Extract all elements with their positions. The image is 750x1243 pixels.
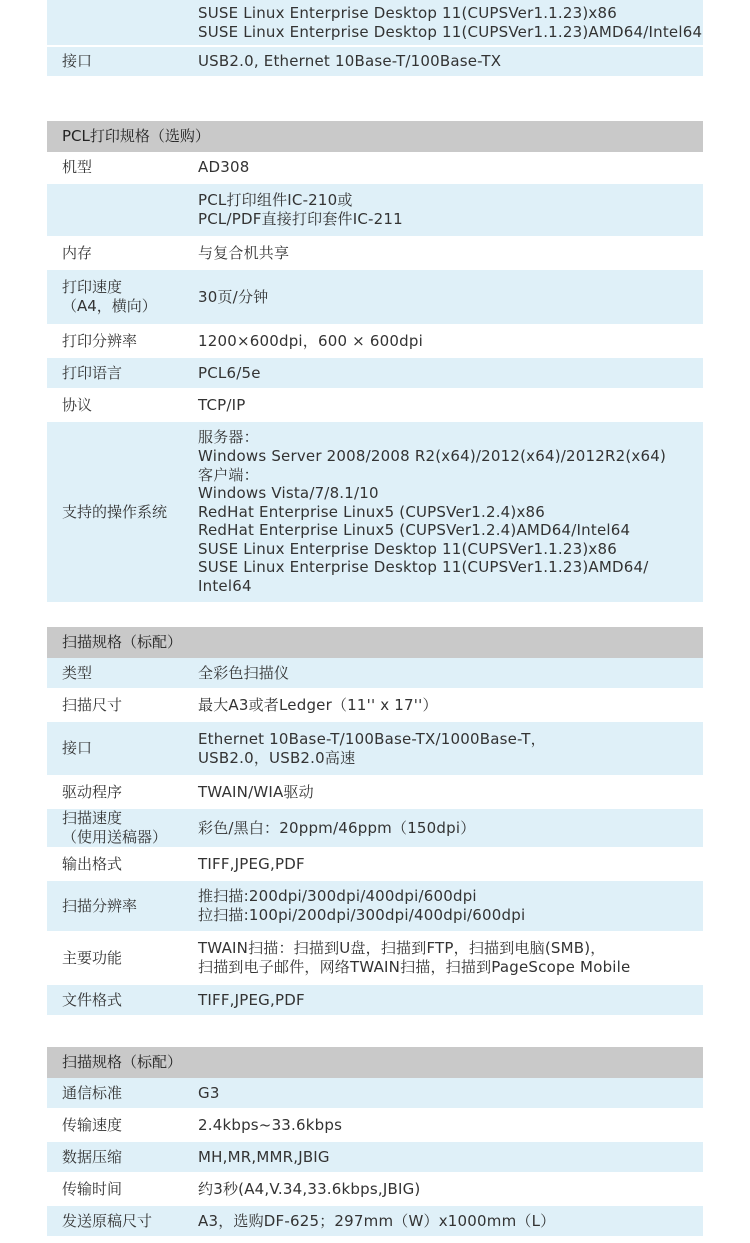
- spec-label-line: 输出格式: [62, 854, 123, 873]
- spec-row: [47, 881, 703, 933]
- spec-row: [47, 777, 703, 809]
- spec-label-line: 打印分辨率: [62, 331, 138, 350]
- spec-value-line: TIFF,JPEG,PDF: [198, 990, 305, 1009]
- spec-label: [62, 1110, 192, 1140]
- spec-row: [47, 933, 703, 985]
- spec-row: [47, 809, 703, 849]
- spec-label-line: 扫描分辨率: [62, 896, 138, 915]
- spec-value-line: Intel64: [198, 577, 252, 596]
- spec-row: [47, 1206, 703, 1238]
- spec-value-line: PCL/PDF直接打印套件IC-211: [198, 210, 403, 228]
- spec-label: [62, 326, 192, 356]
- spec-label: [62, 1206, 192, 1236]
- fax-spec-section: [47, 1047, 703, 1238]
- spec-row: [47, 390, 703, 422]
- spec-value: [198, 809, 703, 847]
- spec-label-line: 打印语言: [62, 363, 123, 382]
- spec-label-line: 文件格式: [62, 990, 123, 1009]
- spec-value-line: RedHat Enterprise Linux5 (CUPSVer1.2.4)AMD64/Intel64: [198, 521, 631, 540]
- spec-label: [62, 1142, 192, 1172]
- spec-value: [198, 658, 703, 688]
- spec-row: [47, 422, 703, 604]
- spec-label-line: 机型: [62, 157, 93, 176]
- spec-label: [62, 184, 192, 236]
- spec-value: [198, 777, 703, 807]
- spec-label: [62, 1174, 192, 1204]
- spec-label-line: 传输时间: [62, 1179, 123, 1198]
- spec-value-line: 拉扫描:100pi/200dpi/300dpi/400dpi/600dpi: [198, 906, 526, 924]
- spec-value-line: PCL6/5e: [198, 363, 261, 382]
- spec-label-line: 打印速度: [62, 278, 123, 296]
- section-header: PCL打印规格（选购）: [47, 121, 703, 152]
- spec-value-line: Ethernet 10Base-T/100Base-TX/1000Base-T，: [198, 729, 546, 748]
- spec-value-line: TCP/IP: [198, 395, 246, 414]
- spec-value-line: 全彩色扫描仪: [198, 663, 290, 682]
- spec-label-line: （使用送稿器）: [62, 828, 168, 846]
- spec-label: [62, 881, 192, 931]
- spec-value: [198, 390, 703, 420]
- previous-spec-tail: [47, 0, 703, 78]
- spec-value: [198, 1174, 703, 1204]
- spec-value-line: Windows Vista/7/8.1/10: [198, 484, 379, 503]
- spec-value-line: 1200×600dpi，600 × 600dpi: [198, 331, 423, 350]
- spec-value-line: 扫描到电子邮件，网络TWAIN扫描，扫描到PageScope Mobile: [198, 958, 631, 976]
- spec-label-line: （A4，横向）: [62, 297, 157, 315]
- spec-label: [62, 809, 192, 847]
- spec-value-line: RedHat Enterprise Linux5 (CUPSVer1.2.4)x86: [198, 502, 546, 521]
- spec-value-line: USB2.0，USB2.0高速: [198, 748, 356, 767]
- spec-value-line: SUSE Linux Enterprise Desktop 11(CUPSVer1.1.23)x86: [198, 539, 617, 558]
- spec-value: [198, 722, 703, 775]
- spec-value-line: G3: [198, 1083, 220, 1102]
- spec-label: [62, 238, 192, 268]
- spec-value: [198, 1142, 703, 1172]
- spec-label-line: 扫描速度: [62, 809, 123, 827]
- spec-value-line: PCL打印组件IC-210或: [198, 191, 353, 209]
- spec-value: USB2.0, Ethernet 10Base-T/100Base-TX: [198, 52, 502, 70]
- spec-label-line: 传输速度: [62, 1115, 123, 1134]
- spec-row: [47, 722, 703, 777]
- spec-value-line: AD308: [198, 157, 250, 176]
- spec-value-line: 最大A3或者Ledger（11'' x 17''）: [198, 695, 438, 714]
- spec-value: [198, 690, 703, 720]
- spec-label-line: 发送原稿尺寸: [62, 1211, 153, 1230]
- spec-value: [198, 358, 703, 388]
- spec-row: [47, 985, 703, 1017]
- spec-value: [198, 1110, 703, 1140]
- spec-value: [198, 270, 703, 324]
- spec-value: [198, 422, 703, 602]
- scan-spec-section: [47, 627, 703, 1017]
- spec-value-line: 与复合机共享: [198, 243, 290, 262]
- spec-label-line: 协议: [62, 395, 93, 414]
- spec-value-line: 客户端：: [198, 465, 259, 484]
- spec-value-line: TIFF,JPEG,PDF: [198, 854, 305, 873]
- os-continuation-row: [47, 0, 703, 47]
- spec-value-line: Windows Server 2008/2008 R2(x64)/2012(x64)/2012R2(x64): [198, 446, 667, 465]
- os-continuation-value: [198, 0, 703, 45]
- spec-value-line: 2.4kbps~33.6kbps: [198, 1115, 343, 1134]
- spec-row: [47, 1078, 703, 1110]
- spec-value-line: 服务器：: [198, 428, 259, 447]
- spec-row: [47, 270, 703, 326]
- spec-row: [47, 238, 703, 270]
- spec-row: [47, 849, 703, 881]
- spec-value: [198, 1206, 703, 1236]
- spec-value: [198, 933, 703, 983]
- spec-label: [62, 1078, 192, 1108]
- spec-value-line: 推扫描:200dpi/300dpi/400dpi/600dpi: [198, 887, 477, 905]
- spec-label: [62, 722, 192, 775]
- spec-label: [62, 358, 192, 388]
- spec-value-line: 彩色/黑白：20ppm/46ppm（150dpi）: [198, 818, 476, 837]
- spec-value-line: TWAIN扫描：扫描到U盘，扫描到FTP，扫描到电脑(SMB)，: [198, 939, 606, 957]
- spec-row: [47, 358, 703, 390]
- spec-label-line: 内存: [62, 243, 93, 262]
- spec-label-line: 扫描尺寸: [62, 695, 123, 714]
- spec-label: [62, 849, 192, 879]
- spec-label-line: 数据压缩: [62, 1147, 123, 1166]
- spec-label: [62, 933, 192, 983]
- spec-label: [62, 422, 192, 602]
- spec-value-line: TWAIN/WIA驱动: [198, 782, 314, 801]
- spec-value-line: SUSE Linux Enterprise Desktop 11(CUPSVer1.1.23)AMD64/: [198, 558, 649, 577]
- os-line: SUSE Linux Enterprise Desktop 11(CUPSVer1.1.23)AMD64/Intel64: [198, 23, 703, 41]
- spec-value: [198, 849, 703, 879]
- spec-label-line: 主要功能: [62, 948, 123, 967]
- spec-value: [198, 152, 703, 182]
- spec-value-line: 30页/分钟: [198, 287, 269, 306]
- spec-label-line: 接口: [62, 739, 93, 757]
- spec-row: [47, 690, 703, 722]
- spec-value: [198, 238, 703, 268]
- spec-row: [47, 184, 703, 238]
- spec-label-line: 通信标准: [62, 1083, 123, 1102]
- section-header: 扫描规格（标配）: [47, 1047, 703, 1078]
- spec-value: [198, 881, 703, 931]
- pcl-print-spec-section: [47, 121, 703, 604]
- spec-row: [47, 1174, 703, 1206]
- spec-value: [198, 184, 703, 236]
- spec-label: [62, 777, 192, 807]
- spec-value-line: 约3秒(A4,V.34,33.6kbps,JBIG): [198, 1179, 421, 1198]
- spec-value-line: MH,MR,MMR,JBIG: [198, 1147, 330, 1166]
- spec-value-line: A3，选购DF-625；297mm（W）x1000mm（L）: [198, 1211, 556, 1230]
- spec-value: [198, 326, 703, 356]
- spec-value: [198, 985, 703, 1015]
- spec-label: 接口: [62, 52, 93, 70]
- spec-label: [62, 390, 192, 420]
- spec-row: [47, 1110, 703, 1142]
- spec-label: [62, 690, 192, 720]
- spec-row: [47, 658, 703, 690]
- section-header: 扫描规格（标配）: [47, 627, 703, 658]
- spec-value: [198, 1078, 703, 1108]
- spec-row: [47, 152, 703, 184]
- spec-label: [62, 270, 192, 324]
- interface-row: [47, 47, 703, 78]
- spec-row: [47, 1142, 703, 1174]
- spec-label: [62, 985, 192, 1015]
- spec-label-line: 类型: [62, 663, 93, 682]
- spec-label-line: 支持的操作系统: [62, 502, 168, 521]
- spec-label: [62, 658, 192, 688]
- spec-label-line: 驱动程序: [62, 782, 123, 801]
- os-line: SUSE Linux Enterprise Desktop 11(CUPSVer1.1.23)x86: [198, 4, 617, 22]
- spec-label: [62, 152, 192, 182]
- spec-row: [47, 326, 703, 358]
